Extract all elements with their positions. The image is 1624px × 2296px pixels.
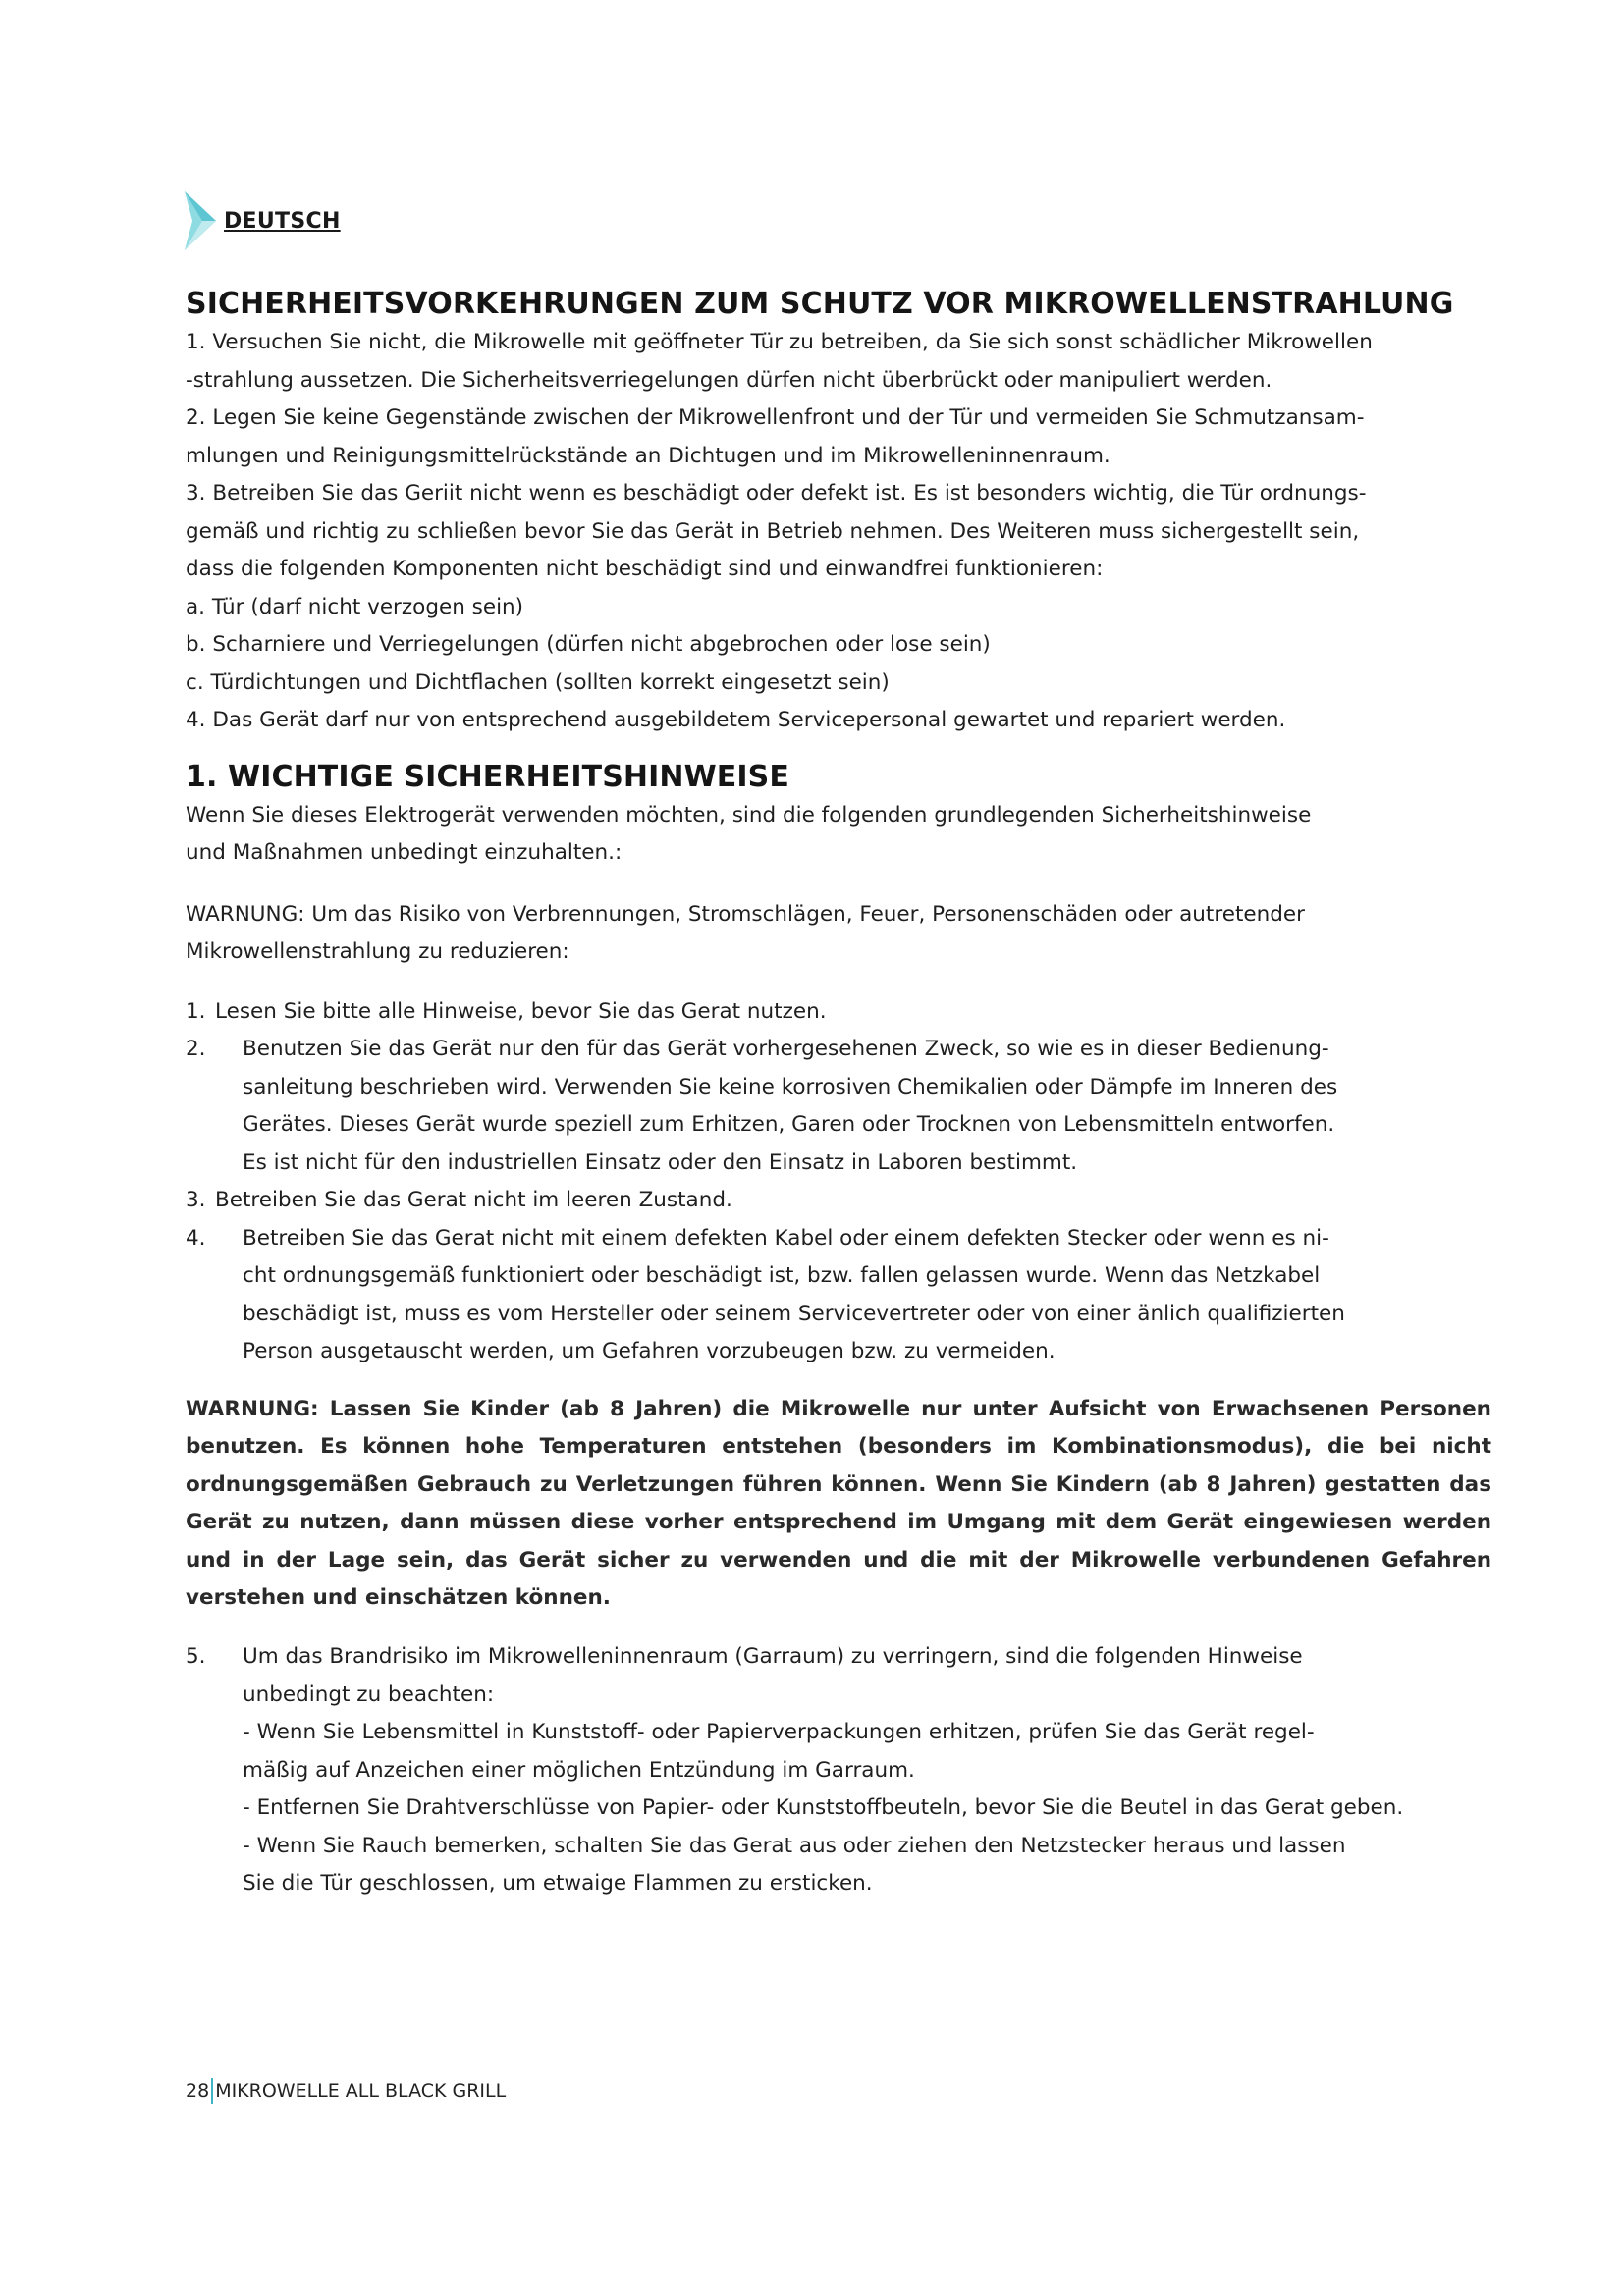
text-line: Betreiben Sie das Gerat nicht im leeren Zustand. bbox=[215, 1188, 732, 1212]
safety-list bbox=[186, 993, 1491, 1371]
content bbox=[186, 285, 1491, 1903]
text-line: - Wenn Sie Lebensmittel in Kunststoff- oder Papierverpackungen erhitzen, prüfen Sie das Gerät regel- bbox=[243, 1720, 1315, 1744]
page-footer bbox=[186, 2078, 506, 2104]
list-item bbox=[186, 1031, 1491, 1182]
intro-text bbox=[186, 797, 1491, 873]
list-number: 1. bbox=[186, 998, 206, 1024]
text-line: mäßig auf Anzeichen einer möglichen Entzündung im Garraum. bbox=[243, 1757, 915, 1783]
text-line: cht ordnungsgemäß funktioniert oder beschädigt ist, bzw. fallen gelassen wurde. Wenn das Netzkabel bbox=[243, 1263, 1321, 1288]
text-line: c. Türdichtungen und Dichtflachen (sollten korrekt eingesetzt sein) bbox=[186, 669, 890, 695]
text-line: Es ist nicht für den industriellen Einsatz oder den Einsatz in Laboren bestimmt. bbox=[243, 1149, 1078, 1175]
text-line: Um das Brandrisiko im Mikrowelleninnenraum (Garraum) zu verringern, sind die folgenden Hinweise bbox=[243, 1644, 1303, 1669]
text-line: a. Tür (darf nicht verzogen sein) bbox=[186, 594, 524, 619]
text-line: 3. Betreiben Sie das Geriit nicht wenn es beschädigt oder defekt ist. Es ist besonders wichtig, die Tür ordnungs- bbox=[186, 481, 1367, 506]
text-line: WARNUNG: Um das Risiko von Verbrennungen, Stromschlägen, Feuer, Personenschäden oder autretender bbox=[186, 901, 1305, 927]
text-line: - Wenn Sie Rauch bemerken, schalten Sie das Gerat aus oder ziehen den Netzstecker heraus und lassen bbox=[243, 1833, 1346, 1858]
footer-divider bbox=[211, 2078, 213, 2104]
section-title-important-safety: 1. WICHTIGE SICHERHEITSHINWEISE bbox=[186, 759, 789, 794]
text-line: -strahlung aussetzen. Die Sicherheitsverriegelungen dürfen nicht überbrückt oder manipuliert werden. bbox=[186, 367, 1272, 393]
text-line: Person ausgetauscht werden, um Gefahren vorzubeugen bzw. zu vermeiden. bbox=[243, 1339, 1056, 1363]
text-line: Gerätes. Dieses Gerät wurde speziell zum Erhitzen, Garen oder Trocknen von Lebensmitteln entworfen. bbox=[243, 1112, 1335, 1137]
list-number: 3. bbox=[186, 1188, 206, 1212]
children-warning: WARNUNG: Lassen Sie Kinder (ab 8 Jahren) die Mikrowelle nur unter Aufsicht von Erwachsenen Personen benutzen. Es können hohe Temperaturen entstehen (besonders im Kombinationsmodus), die bei nicht ordnungsgemäßen Gebrauch zu Verletzungen führen können. Wenn Sie Kindern (ab 8 Jahren) gestatten das Gerät zu nutzen, dann müssen diese vorher entsprechend im Umgang mit dem Gerät eingewiesen werden und in der Lage sein, das Gerät sicher zu verwenden und die mit der Mikrowelle verbundenen Gefahren verstehen und einschätzen können. bbox=[186, 1396, 1491, 1610]
text-line: Benutzen Sie das Gerät nur den für das Gerät vorhergesehenen Zweck, so wie es in dieser Bedienung- bbox=[243, 1037, 1329, 1061]
safety-list-continued bbox=[186, 1638, 1491, 1903]
text-line: b. Scharniere und Verriegelungen (dürfen nicht abgebrochen oder lose sein) bbox=[186, 632, 991, 657]
safety-precautions-text bbox=[186, 324, 1491, 740]
text-line: dass die folgenden Komponenten nicht beschädigt sind und einwandfrei funktionieren: bbox=[186, 557, 1104, 581]
text-line: Lesen Sie bitte alle Hinweise, bevor Sie das Gerat nutzen. bbox=[215, 998, 827, 1024]
text-line: gemäß und richtig zu schließen bevor Sie das Gerät in Betrieb nehmen. Des Weiteren muss sichergestellt sein, bbox=[186, 518, 1360, 544]
list-number: 4. bbox=[186, 1225, 206, 1251]
list-item bbox=[186, 1220, 1491, 1371]
list-item bbox=[186, 1182, 1491, 1220]
text-line: beschädigt ist, muss es vom Hersteller oder seinem Servicevertreter oder von einer änlich qualifizierten bbox=[243, 1301, 1345, 1326]
language-label: DEUTSCH bbox=[224, 208, 341, 234]
chevron-marker-icon bbox=[183, 189, 218, 252]
list-item bbox=[186, 1638, 1491, 1903]
page-number: 28 bbox=[186, 2080, 210, 2102]
text-line: mlungen und Reinigungsmittelrückstände an Dichtugen und im Mikrowelleninnenraum. bbox=[186, 443, 1110, 468]
text-line: - Entfernen Sie Drahtverschlüsse von Papier- oder Kunststoffbeuteln, bevor Sie die Beutel in das Gerat geben. bbox=[243, 1795, 1404, 1820]
text-line: Wenn Sie dieses Elektrogerät verwenden möchten, sind die folgenden grundlegenden Sicherheitshinweise bbox=[186, 802, 1312, 828]
text-line: 2. Legen Sie keine Gegenstände zwischen der Mikrowellenfront und der Tür und vermeiden Sie Schmutzansam- bbox=[186, 405, 1365, 430]
warning-text bbox=[186, 896, 1491, 972]
text-line: sanleitung beschrieben wird. Verwenden Sie keine korrosiven Chemikalien oder Dämpfe im Inneren des bbox=[243, 1074, 1338, 1099]
text-line: 1. Versuchen Sie nicht, die Mikrowelle mit geöffneter Tür zu betreiben, da Sie sich sonst schädlicher Mikrowellen bbox=[186, 330, 1373, 354]
text-line: Sie die Tür geschlossen, um etwaige Flammen zu ersticken. bbox=[243, 1871, 873, 1896]
text-line: 4. Das Gerät darf nur von entsprechend ausgebildetem Servicepersonal gewartet und repariert werden. bbox=[186, 708, 1286, 732]
text-line: Mikrowellenstrahlung zu reduzieren: bbox=[186, 939, 569, 964]
text-line: und Maßnahmen unbedingt einzuhalten.: bbox=[186, 840, 623, 865]
product-name: MIKROWELLE ALL BLACK GRILL bbox=[215, 2080, 507, 2102]
language-tag bbox=[183, 189, 341, 252]
text-line: Betreiben Sie das Gerat nicht mit einem defekten Kabel oder einem defekten Stecker oder wenn es ni- bbox=[243, 1225, 1329, 1251]
text-line: unbedingt zu beachten: bbox=[243, 1682, 495, 1707]
list-number: 5. bbox=[186, 1644, 206, 1669]
list-number: 2. bbox=[186, 1037, 206, 1061]
section-title-microwave-safety: SICHERHEITSVORKEHRUNGEN ZUM SCHUTZ VOR MIKROWELLENSTRAHLUNG bbox=[186, 287, 1454, 321]
list-item bbox=[186, 993, 1491, 1032]
